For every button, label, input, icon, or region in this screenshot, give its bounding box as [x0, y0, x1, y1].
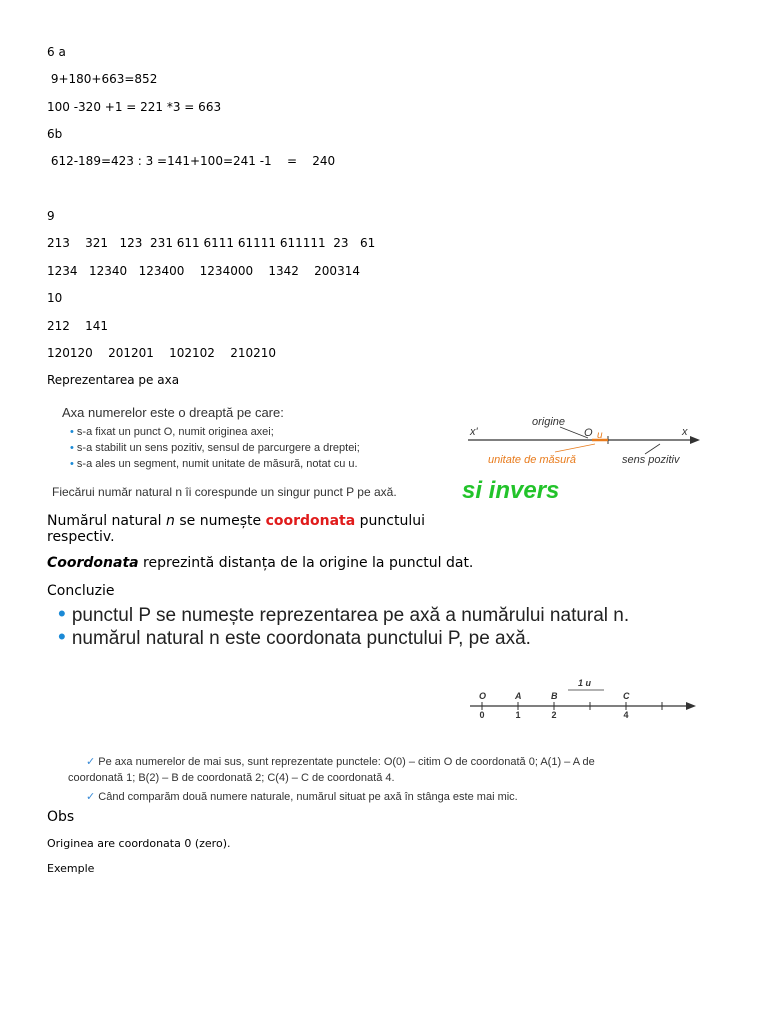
- bullet-icon: •: [58, 601, 72, 626]
- unit-caption: unitate de măsură: [488, 454, 577, 466]
- examples-heading: Exemple: [47, 862, 95, 875]
- bullet-text: s-a ales un segment, numit unitate de măsură, notat cu u.: [76, 458, 358, 470]
- text-span: Numărul natural: [47, 513, 167, 529]
- conclusion-heading: Concluzie: [47, 583, 115, 599]
- bullet-text: s-a fixat un punct O, numit originea axei;: [76, 426, 274, 438]
- point-label: C: [623, 691, 630, 701]
- unit-u-label: u: [597, 430, 603, 441]
- obs-text: Originea are coordonata 0 (zero).: [47, 837, 231, 850]
- text-line: 1234 12340 123400 1234000 1342 200314: [47, 264, 360, 278]
- definition-line: respectiv.: [47, 529, 115, 545]
- bullet-text: s-a stabilit un sens pozitiv, sensul de parcurgere a dreptei;: [76, 442, 360, 454]
- definition-bullet: [70, 456, 358, 472]
- conclusion-text: punctul P se numește reprezentarea pe axă a numărului natural n.: [71, 605, 630, 626]
- section-heading: Reprezentarea pe axa: [47, 373, 180, 387]
- coordinate-label: 0: [479, 710, 485, 720]
- note-line: [86, 789, 518, 805]
- coordinate-label: 4: [623, 710, 629, 720]
- axis-arrow-icon: [686, 702, 696, 710]
- origin-label: origine: [532, 416, 566, 428]
- bullet-icon: •: [70, 442, 77, 454]
- checkmark-icon: ✓: [86, 791, 96, 803]
- text-line: 212 141: [47, 319, 109, 333]
- definition-bullet: [70, 424, 274, 440]
- definition-intro: Axa numerelor este o dreaptă pe care:: [62, 405, 284, 420]
- note-line: [86, 754, 595, 770]
- coordinate-label: 2: [551, 710, 557, 720]
- unit-pointer: [555, 444, 595, 452]
- point-label: B: [551, 691, 558, 701]
- conclusion-item: [58, 602, 629, 627]
- point-label: A: [515, 691, 522, 701]
- axis-arrow-icon: [690, 436, 700, 444]
- obs-heading: Obs: [47, 809, 75, 825]
- text-span: punctului: [355, 513, 425, 529]
- definition-line: [47, 554, 473, 572]
- definition-bullet: [70, 440, 360, 456]
- text-span: n: [166, 513, 175, 529]
- conclusion-item: [58, 625, 531, 650]
- note-text: Când comparăm două numere naturale, numărul situat pe axă în stânga este mai mic.: [98, 791, 518, 803]
- bullet-icon: •: [70, 426, 77, 438]
- text-line: 6b: [47, 127, 63, 141]
- text-line: 6 a: [47, 45, 66, 59]
- number-axis-diagram: [460, 408, 710, 498]
- sens-caption: sens pozitiv: [622, 454, 680, 466]
- text-line: 120120 201201 102102 210210: [47, 346, 277, 360]
- axis-xprime-label: x': [470, 426, 478, 438]
- text-line: 612-189=423 : 3 =141+100=241 -1 = 240: [47, 154, 336, 168]
- conclusion-text: numărul natural n este coordonata punctului P, pe axă.: [71, 628, 531, 649]
- checkmark-icon: ✓: [86, 756, 96, 768]
- text-line: 9+180+663=852: [47, 72, 158, 86]
- sens-pointer: [645, 444, 660, 454]
- text-line: 9: [47, 209, 55, 223]
- text-span: reprezintă distanța de la origine la punctul dat.: [138, 555, 474, 571]
- axis-x-label: x: [682, 426, 688, 438]
- text-line: 213 321 123 231 611 6111 61111 611111 23 61: [47, 236, 376, 250]
- coordinate-axis-diagram: [462, 672, 702, 724]
- text-span: se numește: [174, 513, 266, 529]
- bullet-icon: •: [58, 624, 72, 649]
- bullet-icon: •: [70, 458, 77, 470]
- note-text: Pe axa numerelor de mai sus, sunt reprezentate punctele: O(0) – citim O de coordonată 0; A(1) – A de: [98, 756, 595, 768]
- text-line: 100 -320 +1 = 221 *3 = 663: [47, 100, 222, 114]
- bold-term: Coordonata: [47, 555, 139, 571]
- handwritten-note: si invers: [462, 477, 560, 498]
- highlight-term: coordonata: [265, 513, 356, 529]
- point-label: O: [479, 691, 487, 701]
- note-line: coordonată 1; B(2) – B de coordonată 2; C(4) – C de coordonată 4.: [68, 772, 395, 784]
- origin-O-label: O: [584, 427, 593, 439]
- text-line: 10: [47, 291, 63, 305]
- unit-label: 1 u: [578, 678, 592, 688]
- definition-footer: Fiecărui număr natural n îi corespunde un singur punct P pe axă.: [52, 485, 397, 499]
- coordinate-label: 1: [515, 710, 521, 720]
